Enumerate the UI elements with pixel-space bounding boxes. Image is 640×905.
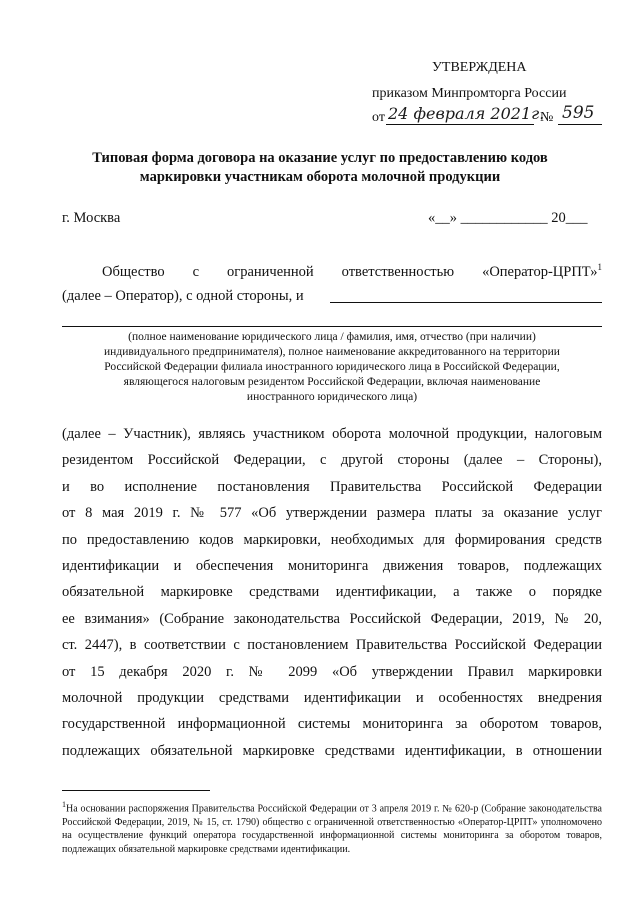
document-title-line1: Типовая форма договора на оказание услуг по предоставлению кодов [92, 150, 548, 166]
intro-word: ограниченной [227, 263, 314, 280]
body-line: резидентом Российской Федерации, с другой стороны (далее – Стороны), [62, 452, 602, 469]
intro-line2: (далее – Оператор), с одной стороны, и [62, 288, 304, 304]
footnote-text: На основании распоряжения Правительства Российской Федерации от 3 апреля 2019 г. № 620-р (Собрание законодательства Российской Федерации, 2019, № 15, ст. 1790) общество с ограниченной ответственностью «Оператор-ЦРПТ» уполномочено на осуществление функций оператора государственной информационной системы мониторинга за оборотом товаров, подлежащих обязательной маркировке средствами идентификации. [62, 803, 602, 855]
footnote-marker: 1 [62, 800, 66, 809]
footnote-separator [62, 790, 210, 791]
approval-heading: УТВЕРЖДЕНА [432, 60, 527, 75]
approval-date-underline [386, 124, 534, 125]
body-line: подлежащих обязательной маркировке средствами идентификации, в отношении [62, 742, 602, 759]
intro-word: Общество [102, 263, 165, 280]
body-line: молочной продукции средствами идентификации и особенностях внедрения [62, 689, 602, 706]
body-line: идентификации и обеспечения мониторинга движения товаров, подлежащих [62, 557, 602, 574]
caption-line: (полное наименование юридического лица / фамилия, имя, отчество (при наличии) [128, 331, 536, 343]
body-line: обязательной маркировке средствами идентификации, а также о порядке [62, 584, 602, 601]
intro-word: ответственностью [341, 263, 455, 280]
approval-number-underline [558, 124, 602, 125]
body-line: от 8 мая 2019 г. № 577 «Об утверждении размера платы за оказание услуг [62, 505, 602, 522]
footnote [62, 798, 602, 856]
operator-name: «Оператор-ЦРПТ»$^1$ [482, 262, 603, 280]
blank-caption [62, 330, 602, 405]
body-line: и во исполнение постановления Правительства Российской Федерации [62, 478, 602, 495]
approval-date-handwritten: 24 февраля 2021г. [388, 104, 545, 123]
body-line: ее взимания» (Собрание законодательства Российской Федерации, 2019, № 20, [62, 610, 602, 627]
caption-line: индивидуального предпринимателя), полное наименование аккредитованного на территории [104, 346, 560, 358]
intro-line1 [102, 262, 602, 281]
caption-line: являющегося налоговым резидентом Российской Федерации, включая наименование [123, 376, 541, 388]
document-title-line2: маркировки участникам оборота молочной продукции [139, 169, 501, 185]
caption-line: иностранного юридического лица) [246, 391, 418, 403]
approval-number-label: № [540, 110, 554, 125]
participant-name-blank-2 [62, 326, 602, 327]
body-line: от 15 декабря 2020 г. № 2099 «Об утверждении Правил маркировки [62, 663, 602, 680]
approval-from-label: от [372, 110, 385, 125]
body-line: по предоставлению кодов маркировки, необходимых для формирования средств [62, 531, 602, 548]
intro-word: с [192, 263, 200, 280]
caption-line: Российской Федерации филиала иностранного юридического лица в Российской Федерации, [104, 361, 560, 373]
footnote-ref: 1 [597, 262, 603, 272]
participant-name-blank-1 [330, 302, 602, 303]
approval-number-handwritten: 595 [562, 103, 595, 123]
body-line: ст. 2447), в соответствии с постановлением Правительства Российской Федерации [62, 637, 602, 654]
city: г. Москва [62, 210, 121, 226]
body-line: государственной информационной системы мониторинга за оборотом товаров, [62, 716, 602, 733]
body-line: (далее – Участник), являясь участником оборота молочной продукции, налоговым [62, 426, 602, 442]
approval-order-line: приказом Минпромторга России [372, 86, 567, 101]
contract-date-blank: «__» ____________ 20___ [428, 210, 588, 226]
body-text [62, 426, 602, 769]
